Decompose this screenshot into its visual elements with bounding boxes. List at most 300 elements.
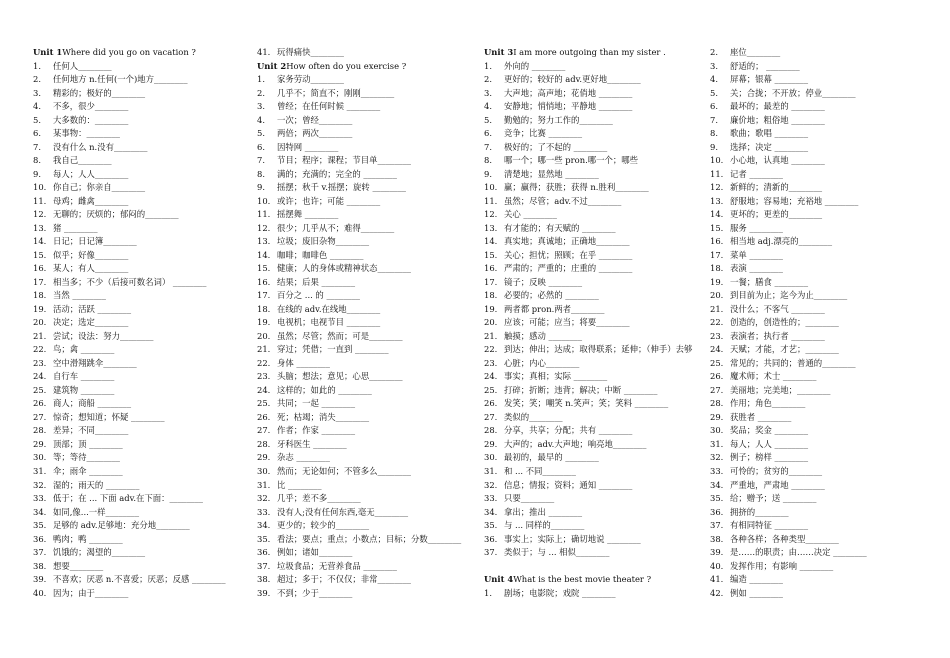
item-number: 22.	[33, 344, 47, 355]
item-text: 足够的 adv.足够地：充分地________	[53, 520, 190, 531]
item-text: 座位________	[730, 47, 781, 57]
unit-title: Where did you go on vacation ?	[62, 47, 196, 57]
item-number: 24.	[710, 344, 724, 355]
item-number: 31.	[257, 479, 271, 490]
unit-label: Unit 4	[484, 574, 514, 585]
vocab-item	[257, 573, 461, 587]
item-number: 32.	[33, 479, 47, 490]
item-text: 头脑；想法；意见；心思________	[277, 371, 403, 382]
vocab-item	[710, 127, 867, 141]
item-number: 13.	[257, 236, 271, 247]
item-text: 舒适的； ________	[730, 60, 800, 71]
vocab-item	[710, 438, 867, 452]
item-text: 分享，共享；分配；共有 ________	[504, 425, 633, 436]
item-text: 母鸡；雌禽________	[53, 195, 129, 206]
vocab-item	[484, 330, 692, 344]
vocab-item	[33, 587, 226, 601]
unit-title: What is the best movie theater ?	[513, 574, 652, 585]
item-number: 14.	[33, 236, 47, 247]
item-number: 20.	[484, 317, 498, 328]
item-number: 17.	[484, 276, 498, 287]
item-number: 21.	[484, 330, 498, 341]
vocab-item	[257, 533, 461, 547]
item-number: 37.	[484, 547, 498, 558]
item-text: 想要________	[53, 560, 104, 571]
vocab-item	[33, 235, 226, 249]
item-number: 20.	[33, 317, 47, 328]
item-number: 34.	[710, 479, 724, 490]
item-number: 16.	[257, 276, 271, 287]
vocab-item	[257, 276, 461, 290]
item-number: 40.	[33, 587, 47, 598]
item-text: 舒服地；容易地；充裕地 ________	[730, 195, 859, 206]
item-text: 死；枯竭；消失________	[277, 411, 370, 422]
item-number: 33.	[257, 506, 271, 517]
vocab-item	[484, 587, 692, 601]
vocab-item	[710, 168, 867, 182]
item-text: 不多，很少________	[53, 101, 129, 112]
unit-4-word-list	[484, 587, 692, 601]
item-text: 比 ________	[277, 479, 322, 490]
item-number: 27.	[33, 411, 47, 422]
item-text: 活动；活跃 ________	[53, 303, 132, 314]
vocab-item	[484, 424, 692, 438]
item-text: 有相同特征 ________	[730, 520, 809, 531]
item-text: 没什么；不客气 ________	[730, 303, 825, 314]
item-text: 等；等待________	[53, 452, 120, 463]
item-number: 17.	[33, 276, 47, 287]
item-text: 两者都 pron.两者________	[504, 303, 605, 314]
unit-2-heading	[257, 60, 461, 74]
vocab-item	[33, 181, 226, 195]
item-number: 35.	[710, 493, 724, 504]
item-number: 18.	[710, 263, 724, 274]
item-text: 虽然；尽管；adv.不过________	[504, 195, 622, 206]
item-text: 任何地方 n.任何(一个)地方________	[53, 74, 188, 85]
vocab-item	[257, 154, 461, 168]
item-number: 14.	[257, 249, 271, 260]
unit-4-word-list-continued	[710, 46, 867, 600]
item-number: 38.	[257, 574, 271, 585]
item-number: 34.	[33, 506, 47, 517]
item-number: 9.	[484, 168, 492, 179]
item-text: 镜子；反映 ________	[504, 276, 583, 287]
vocab-item	[484, 60, 692, 74]
item-number: 18.	[484, 290, 498, 301]
item-text: 赢；赢得；获胜；获得 n.胜利________	[504, 182, 649, 193]
item-number: 12.	[710, 182, 724, 193]
vocab-item	[33, 87, 226, 101]
item-text: 很少；几乎从不；难得________	[277, 222, 395, 233]
item-text: 最坏的；最差的 ________	[730, 101, 825, 112]
item-text: 给；赠予；送 ________	[730, 493, 817, 504]
item-number: 31.	[33, 465, 47, 476]
item-number: 35.	[33, 520, 47, 531]
vocab-item	[257, 46, 461, 60]
vocab-item	[710, 560, 867, 574]
item-text: 空中滑翔跳伞________	[53, 357, 137, 368]
item-number: 5.	[710, 87, 718, 98]
item-text: 节目；程序；课程；节目单________	[277, 155, 411, 166]
item-text: 打碎；折断；违背；解决；中断 ________	[504, 384, 658, 395]
item-text: 魔术师；术士 ________	[730, 371, 817, 382]
item-text: 顶部；顶 ________	[53, 438, 123, 449]
vocab-item	[710, 357, 867, 371]
vocab-item	[257, 235, 461, 249]
item-text: 记者 ________	[730, 168, 783, 179]
item-text: 结果；后果 ________	[277, 276, 356, 287]
item-text: 美丽地；完美地；________	[730, 384, 831, 395]
item-text: 相当地 adj.漂亮的________	[730, 236, 833, 247]
vocab-item	[710, 249, 867, 263]
column-3	[484, 46, 692, 600]
vocab-item	[710, 479, 867, 493]
item-text: 相当多；不少（后接可数名词） ________	[53, 276, 207, 287]
vocab-item	[484, 289, 692, 303]
item-text: 拿出；推出 ________	[504, 506, 583, 517]
item-text: 摇摆；秋千 v.摇摆；旋转 ________	[277, 182, 406, 193]
item-text: 任何人________	[53, 60, 112, 71]
vocab-item	[257, 411, 461, 425]
item-text: 满的；充满的；完全的 ________	[277, 168, 397, 179]
item-text: 必要的；必然的 ________	[504, 290, 599, 301]
vocab-item	[710, 60, 867, 74]
item-number: 29.	[33, 438, 47, 449]
unit-3-heading	[484, 46, 692, 60]
item-text: 天赋；才能，才艺；________	[730, 344, 839, 355]
vocab-item	[257, 343, 461, 357]
vocab-item	[710, 370, 867, 384]
item-text: 拥挤的________	[730, 506, 789, 517]
vocab-item	[710, 276, 867, 290]
item-number: 7.	[710, 114, 718, 125]
item-text: 类似于；与 ... 相似________	[504, 547, 610, 558]
item-number: 32.	[484, 479, 498, 490]
item-text: 没有人;没有任何东西,毫无________	[277, 506, 409, 517]
item-text: 发挥作用；有影响 ________	[730, 560, 834, 571]
item-text: 事实上；实际上；确切地说 ________	[504, 533, 641, 544]
item-text: 然而；无论如何；不管多么________	[277, 465, 411, 476]
item-text: 猪 ________	[53, 222, 98, 233]
vocab-item	[257, 127, 461, 141]
vocab-item	[33, 438, 226, 452]
item-number: 41.	[710, 574, 724, 585]
item-text: 鸭肉；鸭 ________	[53, 533, 123, 544]
vocab-item	[33, 195, 226, 209]
item-number: 24.	[484, 371, 498, 382]
item-number: 30.	[33, 452, 47, 463]
vocab-item	[257, 262, 461, 276]
item-text: 作者；作家 ________	[277, 425, 356, 436]
vocab-item	[257, 384, 461, 398]
item-text: 共同；一起 ________	[277, 398, 356, 409]
vocab-item	[484, 479, 692, 493]
item-text: 摇摆舞 ________	[277, 209, 339, 220]
item-number: 12.	[257, 222, 271, 233]
vocab-item	[257, 587, 461, 601]
vocab-item	[484, 208, 692, 222]
vocab-item	[33, 411, 226, 425]
item-text: 精彩的；极好的________	[53, 87, 146, 98]
item-text: 当然 ________	[53, 290, 106, 301]
item-number: 37.	[710, 520, 724, 531]
item-text: 到目前为止；迄今为止________	[730, 290, 848, 301]
vocab-item	[33, 262, 226, 276]
item-text: 关；合拢；不开放；停业________	[730, 87, 856, 98]
item-text: 因特网 ________	[277, 141, 339, 152]
item-number: 35.	[484, 520, 498, 531]
item-number: 38.	[33, 560, 47, 571]
item-text: 垃圾食品；无营养食品 ________	[277, 560, 397, 571]
item-number: 7.	[33, 141, 41, 152]
vocab-item	[484, 465, 692, 479]
vocab-item	[257, 249, 461, 263]
item-number: 37.	[257, 560, 271, 571]
item-number: 12.	[484, 209, 498, 220]
item-number: 10.	[33, 182, 47, 193]
vocab-item	[33, 343, 226, 357]
item-number: 18.	[33, 290, 47, 301]
item-number: 11.	[484, 195, 498, 206]
vocab-item	[710, 316, 867, 330]
item-text: 两倍；两次________	[277, 128, 353, 139]
column-1	[33, 46, 226, 600]
vocab-item	[710, 587, 867, 601]
item-text: 这样的；如此的 ________	[277, 384, 372, 395]
vocab-item	[257, 438, 461, 452]
vocab-item	[484, 316, 692, 330]
item-text: 表演 ________	[730, 263, 783, 274]
vocab-item	[33, 370, 226, 384]
item-number: 7.	[257, 155, 265, 166]
vocab-item	[484, 249, 692, 263]
vocab-item	[33, 357, 226, 371]
vocab-item	[257, 181, 461, 195]
item-text: 只要________	[504, 493, 555, 504]
item-number: 28.	[484, 425, 498, 436]
vocab-item	[33, 60, 226, 74]
item-text: 剧场；电影院；戏院 ________	[504, 587, 616, 598]
item-number: 33.	[484, 493, 498, 504]
item-number: 2.	[257, 87, 265, 98]
item-text: 获胜者 ________	[730, 411, 792, 422]
item-number: 31.	[710, 438, 724, 449]
vocab-item	[710, 303, 867, 317]
vocab-item	[257, 87, 461, 101]
vocab-item	[33, 424, 226, 438]
vocab-item	[710, 411, 867, 425]
item-text: 例如 ________	[730, 587, 783, 598]
item-number: 10.	[484, 182, 498, 193]
item-text: 看法；要点；重点；小数点；目标；分数________	[277, 533, 462, 544]
item-number: 27.	[257, 425, 271, 436]
vocab-item	[33, 289, 226, 303]
item-number: 10.	[257, 195, 271, 206]
item-number: 28.	[257, 438, 271, 449]
unit-1-continued-list	[257, 46, 461, 60]
item-number: 4.	[484, 101, 492, 112]
item-text: 与 ... 同样的________	[504, 520, 585, 531]
item-number: 28.	[33, 425, 47, 436]
item-number: 16.	[33, 263, 47, 274]
item-text: 惊奇；想知道；怀疑 ________	[53, 411, 165, 422]
vocab-item	[710, 235, 867, 249]
item-text: 严肃的；严重的；庄重的 ________	[504, 263, 633, 274]
item-text: 触摸；感动 ________	[504, 330, 583, 341]
item-number: 23.	[710, 330, 724, 341]
vocab-item	[484, 303, 692, 317]
vocab-item	[257, 208, 461, 222]
unit-3-word-list	[484, 60, 692, 560]
item-text: 廉价地；粗俗地 ________	[730, 114, 825, 125]
vocab-item	[710, 208, 867, 222]
item-number: 5.	[484, 114, 492, 125]
item-number: 25.	[710, 357, 724, 368]
vocab-item	[710, 195, 867, 209]
vocab-item	[33, 303, 226, 317]
item-text: 小心地，认真地 ________	[730, 155, 825, 166]
item-text: 类似的________	[504, 411, 563, 422]
vocab-item	[33, 114, 226, 128]
item-number: 11.	[33, 195, 47, 206]
vocab-item	[710, 141, 867, 155]
vocab-item	[33, 208, 226, 222]
item-text: 大多数的：________	[53, 114, 129, 125]
item-number: 19.	[710, 276, 724, 287]
unit-title: I am more outgoing than my sister .	[513, 47, 666, 57]
vocab-item	[710, 114, 867, 128]
item-text: 几乎不；简直不；刚刚________	[277, 87, 395, 98]
item-number: 32.	[710, 452, 724, 463]
vocab-item	[484, 141, 692, 155]
vocab-item	[484, 114, 692, 128]
item-number: 21.	[257, 344, 271, 355]
item-number: 19.	[33, 303, 47, 314]
item-text: 信息；情报；资料；通知 ________	[504, 479, 633, 490]
item-text: 牙科医生 ________	[277, 438, 347, 449]
vocab-item	[710, 343, 867, 357]
item-text: 低于；在 ... 下面 adv.在下面：________	[53, 493, 203, 504]
item-number: 36.	[484, 533, 498, 544]
item-text: 杂志 ________	[277, 452, 330, 463]
item-text: 安静地；悄悄地；平静地 ________	[504, 101, 633, 112]
item-number: 11.	[710, 168, 724, 179]
vocab-item	[484, 181, 692, 195]
vocab-item	[257, 195, 461, 209]
item-number: 2.	[710, 47, 718, 57]
item-number: 35.	[257, 533, 271, 544]
column-2	[257, 46, 461, 600]
item-number: 24.	[33, 371, 47, 382]
item-number: 13.	[484, 222, 498, 233]
item-number: 2.	[33, 74, 41, 85]
item-text: 伞；雨伞 ________	[53, 465, 123, 476]
item-number: 5.	[33, 114, 41, 125]
vocab-item	[710, 519, 867, 533]
vocab-item	[33, 519, 226, 533]
vocab-item	[257, 168, 461, 182]
vocab-item	[484, 235, 692, 249]
item-text: 家务劳动________	[277, 74, 344, 85]
item-number: 39.	[710, 547, 724, 558]
unit-4-heading	[484, 573, 692, 587]
item-text: 创造的，创造性的；________	[730, 317, 839, 328]
vocab-item	[257, 141, 461, 155]
item-text: 你自己；你亲自________	[53, 182, 146, 193]
item-number: 29.	[484, 438, 498, 449]
item-text: 某人；有人________	[53, 263, 129, 274]
item-text: 一餐；膳食 ________	[730, 276, 809, 287]
item-text: 饥饿的；渴望的________	[53, 547, 146, 558]
vocab-item	[710, 73, 867, 87]
unit-label: Unit 2	[257, 60, 287, 71]
item-number: 39.	[257, 587, 271, 598]
vocab-item	[33, 397, 226, 411]
vocab-item	[484, 519, 692, 533]
vocab-item	[33, 141, 226, 155]
item-number: 26.	[257, 411, 271, 422]
item-number: 32.	[257, 493, 271, 504]
vocab-item	[33, 316, 226, 330]
vocab-item	[33, 573, 226, 587]
item-number: 12.	[33, 209, 47, 220]
vocab-item	[257, 316, 461, 330]
item-text: 关心 ________	[504, 209, 557, 220]
item-text: 一次；曾经________	[277, 114, 353, 125]
item-number: 1.	[257, 74, 265, 85]
vocab-item	[710, 262, 867, 276]
vocab-item	[710, 424, 867, 438]
item-text: 似乎；好像________	[53, 249, 129, 260]
item-number: 38.	[710, 533, 724, 544]
vocab-item	[257, 303, 461, 317]
item-text: 每人；人人 ________	[730, 438, 809, 449]
item-number: 4.	[257, 114, 265, 125]
item-number: 23.	[257, 371, 271, 382]
spacer	[484, 560, 692, 574]
vocab-item	[710, 506, 867, 520]
item-number: 14.	[710, 209, 724, 220]
item-number: 34.	[484, 506, 498, 517]
item-number: 26.	[484, 398, 498, 409]
item-number: 1.	[484, 60, 492, 71]
vocab-item	[484, 276, 692, 290]
item-number: 30.	[710, 425, 724, 436]
item-text: 心脏；内心________	[504, 357, 580, 368]
item-text: 奖品；奖金 ________	[730, 425, 809, 436]
vocab-item	[484, 451, 692, 465]
item-text: 在线的 adv.在线地________	[277, 303, 381, 314]
item-number: 29.	[710, 411, 724, 422]
vocab-item	[33, 465, 226, 479]
unit-label: Unit 1	[33, 47, 63, 57]
item-text: 外向的 ________	[504, 60, 566, 71]
item-text: 曾经；在任何时候 ________	[277, 101, 381, 112]
vocab-item	[33, 330, 226, 344]
vocab-item	[33, 560, 226, 574]
vocab-item	[710, 492, 867, 506]
item-text: 更好的；较好的 adv.更好地________	[504, 74, 641, 85]
item-number: 6.	[710, 101, 718, 112]
item-text: 几乎；差不多________	[277, 493, 361, 504]
unit-title: How often do you exercise ?	[286, 60, 407, 71]
vocab-item	[484, 411, 692, 425]
vocab-item	[484, 506, 692, 520]
item-number: 42.	[710, 587, 724, 598]
vocab-item	[484, 438, 692, 452]
item-text: 严重地，严肃地 ________	[730, 479, 825, 490]
vocab-item	[710, 533, 867, 547]
